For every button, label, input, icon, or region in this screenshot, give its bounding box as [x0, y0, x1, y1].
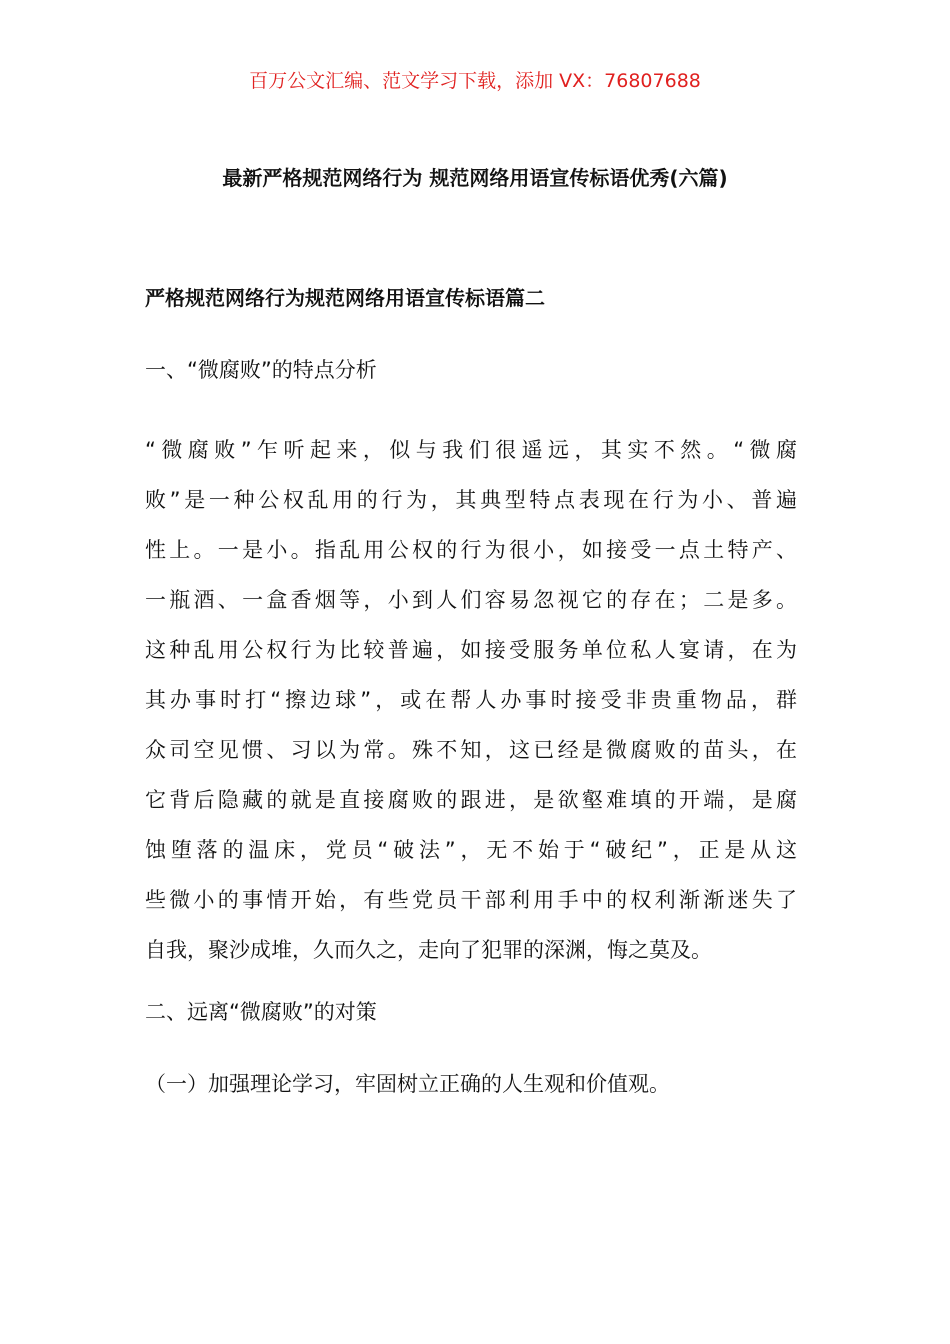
paragraph-line: 其办事时打“擦边球”，或在帮人办事时接受非贵重物品，群	[145, 688, 797, 712]
section-title: 严格规范网络行为规范网络用语宣传标语篇二	[145, 286, 545, 310]
paragraph-line: 败”是一种公权乱用的行为，其典型特点表现在行为小、普遍	[145, 488, 797, 512]
heading-countermeasures: 二、远离“微腐败”的对策	[145, 1000, 377, 1024]
paragraph-line: 众司空见惯、习以为常。殊不知，这已经是微腐败的苗头，在	[145, 738, 797, 762]
paragraph-line: 些微小的事情开始，有些党员干部利用手中的权利渐渐迷失了	[145, 888, 797, 912]
paragraph-line: 性上。一是小。指乱用公权的行为很小，如接受一点土特产、	[145, 538, 797, 562]
subheading-theory-study: （一）加强理论学习，牢固树立正确的人生观和价值观。	[145, 1072, 670, 1096]
document-title: 最新严格规范网络行为 规范网络用语宣传标语优秀(六篇)	[222, 166, 728, 190]
paragraph-line: 它背后隐藏的就是直接腐败的跟进，是欲壑难填的开端，是腐	[145, 788, 797, 812]
header-notice: 百万公文汇编、范文学习下载，添加 VX：76807688	[249, 70, 701, 92]
paragraph-line: 这种乱用公权行为比较普遍，如接受服务单位私人宴请，在为	[145, 638, 797, 662]
paragraph-line: 蚀堕落的温床，党员“破法”，无不始于“破纪”，正是从这	[145, 838, 797, 862]
heading-characteristics: 一、“微腐败”的特点分析	[145, 358, 377, 382]
paragraph-line: 自我，聚沙成堆，久而久之，走向了犯罪的深渊，悔之莫及。	[145, 938, 712, 962]
paragraph-line: “微腐败”乍听起来，似与我们很遥远，其实不然。“微腐	[145, 438, 797, 462]
paragraph-line: 一瓶酒、一盒香烟等，小到人们容易忽视它的存在；二是多。	[145, 588, 797, 612]
body-paragraph	[145, 425, 797, 975]
